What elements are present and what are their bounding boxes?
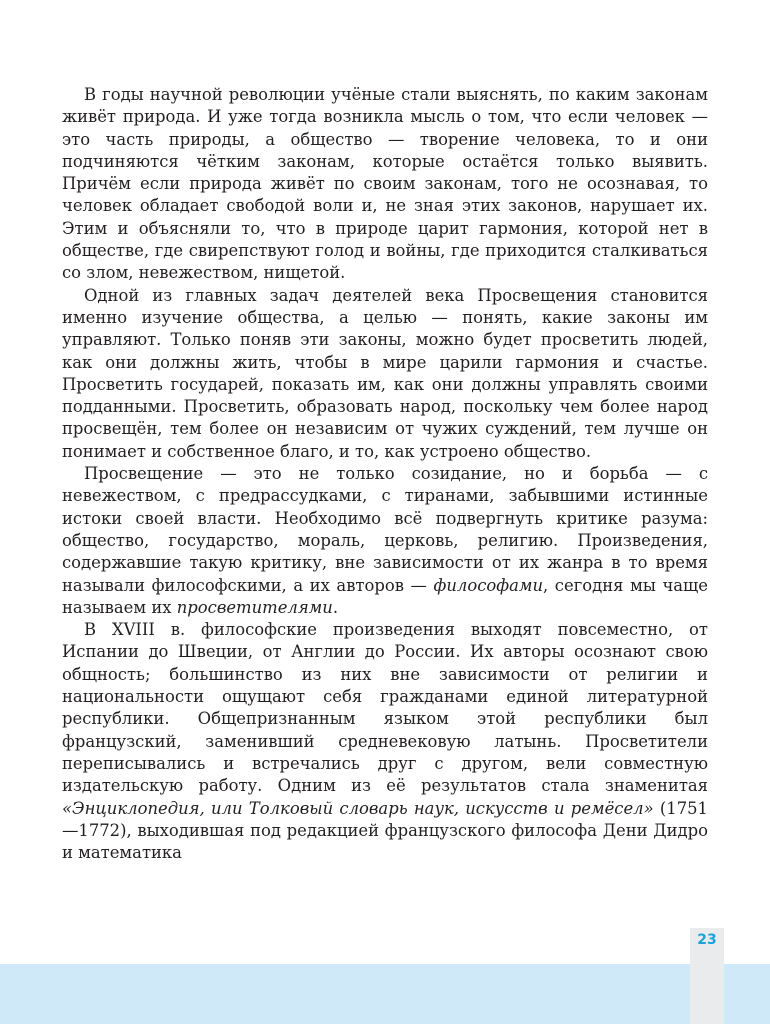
italic-term: философами <box>433 575 543 595</box>
page-text <box>62 84 708 864</box>
footer-band <box>0 964 770 1024</box>
paragraph <box>62 285 708 463</box>
text-run: В XVIII в. философские произведения выходят повсеместно, от Испании до Швеции, от Англии до России. Их авторы осознают свою общность; большинство из них вне зависимости от религии и национальности ощущают себя гражданами единой литературной республики. Общепризнанным языком этой республики был французский, заменивший средневековую латынь. Просветители переписывались и встречались друг с другом, вели совместную издательскую работу. Одним из её результатов стала знаменитая <box>62 620 708 796</box>
text-run: Просвещение — это не только созидание, но и борьба — с невежеством, с предрассудками, с тиранами, забывшими истинные истоки своей власти. Необходимо всё подвергнуть критике разума: общество, государство, мораль, церковь, религию. Произведения, содержавшие такую критику, вне зависимости от их жанра в то время называли философскими, а их авторов — <box>62 464 708 595</box>
italic-term: просветителями <box>176 597 333 617</box>
text-run: (1751—1772), выходившая под редакцией французского философа Дени Дидро и математика <box>62 798 708 863</box>
text-run: В годы научной революции учёные стали выяснять, по каким законам живёт природа. И уже тогда возникла мысль о том, что если человек — это часть природы, а общество — творение человека, то и они подчиняются чётким законам, которые остаётся только выявить. Причём если природа живёт по своим законам, того не осознавая, то человек обладает свободой воли и, не зная этих законов, нарушает их. Этим и объясняли то, что в природе царит гармония, которой нет в обществе, где свирепствуют голод и войны, где приходится сталкиваться со злом, невежеством, нищетой. <box>62 85 708 283</box>
text-run: . <box>332 597 339 617</box>
italic-title: «Энциклопедия, или Толковый словарь наук, искусств и ремёсел» <box>62 798 654 818</box>
paragraph <box>62 84 708 285</box>
text-run: , сегодня мы чаще называем их <box>62 575 708 617</box>
paragraph <box>62 463 708 619</box>
text-run: Одной из главных задач деятелей века Просвещения становится именно изучение общества, а целью — понять, какие законы им управляют. Только поняв эти законы, можно будет просветить людей, как они должны жить, чтобы в мире царили гармония и счастье. Просветить государей, показать им, как они должны управлять своими подданными. Просветить, образовать народ, поскольку чем более народ просвещён, тем более он независим от чужих суждений, тем лучше он понимает и собственное благо, и то, как устроено общество. <box>62 285 708 461</box>
page-number: 23 <box>697 932 717 948</box>
paragraph <box>62 619 708 864</box>
